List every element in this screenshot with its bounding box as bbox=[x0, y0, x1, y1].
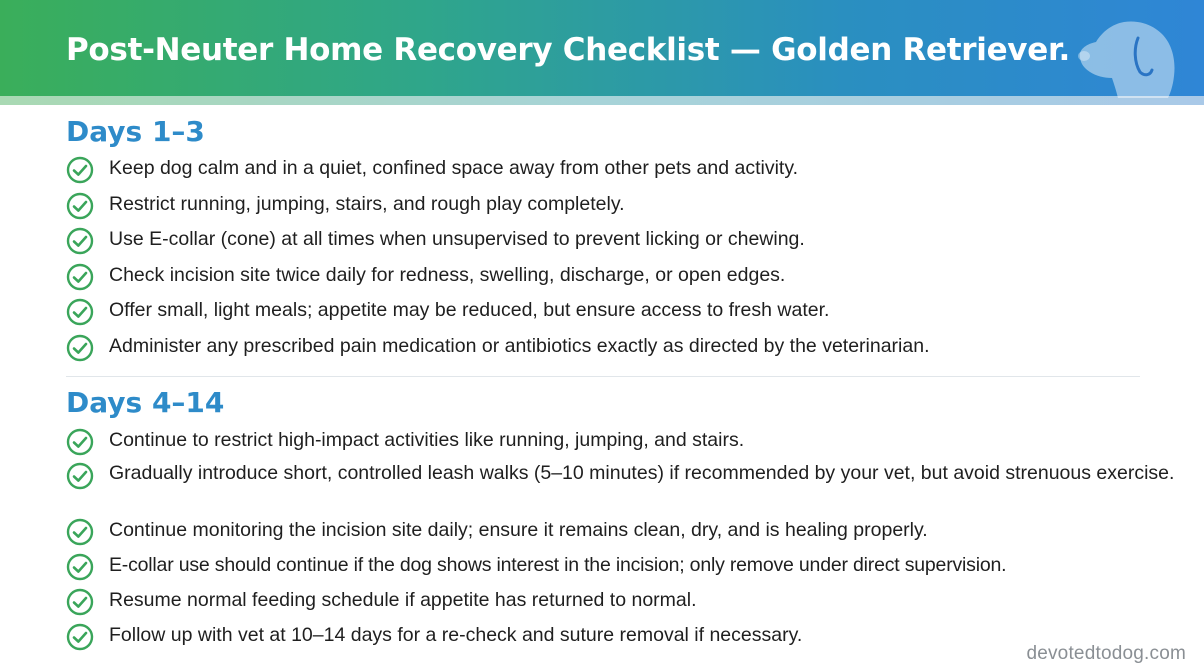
item-text: Continue to restrict high-impact activities like running, jumping, and stairs. bbox=[109, 429, 745, 451]
checklist-days-4-14 bbox=[66, 428, 1176, 658]
list-item bbox=[66, 428, 1176, 462]
check-circle-icon bbox=[66, 428, 94, 456]
check-circle-icon bbox=[66, 553, 94, 581]
item-text: Offer small, light meals; appetite may be reduced, but ensure access to fresh water. bbox=[109, 299, 830, 321]
item-text: Resume normal feeding schedule if appetite has returned to normal. bbox=[109, 589, 697, 611]
list-item bbox=[66, 518, 1176, 553]
item-text: Follow up with vet at 10–14 days for a re-check and suture removal if necessary. bbox=[109, 624, 803, 646]
check-circle-icon bbox=[66, 623, 94, 651]
item-text: E-collar use should continue if the dog shows interest in the incision; only remove under direct supervision. bbox=[109, 554, 1007, 576]
checklist-days-1-3 bbox=[66, 156, 1176, 369]
item-text: Restrict running, jumping, stairs, and rough play completely. bbox=[109, 192, 625, 215]
item-text: Use E-collar (cone) at all times when unsupervised to prevent licking or chewing. bbox=[109, 228, 805, 250]
list-item bbox=[66, 263, 1176, 299]
list-item bbox=[66, 588, 1176, 623]
header-strip bbox=[0, 96, 1204, 105]
check-circle-icon bbox=[66, 192, 94, 220]
item-text: Administer any prescribed pain medication or antibiotics exactly as directed by the veterinarian. bbox=[109, 334, 930, 357]
check-circle-icon bbox=[66, 518, 94, 546]
list-item bbox=[66, 192, 1176, 228]
list-item bbox=[66, 156, 1176, 192]
check-circle-icon bbox=[66, 227, 94, 255]
section-title-days-4-14: Days 4–14 bbox=[66, 386, 225, 419]
page-title: Post-Neuter Home Recovery Checklist — Golden Retriever. bbox=[66, 32, 1070, 68]
check-circle-icon bbox=[66, 334, 94, 362]
check-circle-icon bbox=[66, 462, 94, 490]
section-divider bbox=[66, 376, 1140, 377]
list-item bbox=[66, 462, 1176, 518]
section-title-days-1-3: Days 1–3 bbox=[66, 115, 205, 148]
site-url: devotedtodog.com bbox=[1026, 643, 1186, 664]
check-circle-icon bbox=[66, 156, 94, 184]
item-text: Check incision site twice daily for redness, swelling, discharge, or open edges. bbox=[109, 263, 786, 286]
list-item bbox=[66, 298, 1176, 334]
dog-head-icon bbox=[1072, 14, 1182, 98]
check-circle-icon bbox=[66, 298, 94, 326]
list-item bbox=[66, 623, 1176, 658]
item-text: Gradually introduce short, controlled leash walks (5–10 minutes) if recommended by your vet, but avoid strenuous exercise. bbox=[109, 462, 1175, 484]
item-text: Keep dog calm and in a quiet, confined space away from other pets and activity. bbox=[109, 157, 799, 179]
item-text: Continue monitoring the incision site daily; ensure it remains clean, dry, and is healing properly. bbox=[109, 519, 928, 541]
check-circle-icon bbox=[66, 263, 94, 291]
list-item bbox=[66, 553, 1176, 588]
list-item bbox=[66, 334, 1176, 370]
list-item bbox=[66, 227, 1176, 263]
check-circle-icon bbox=[66, 588, 94, 616]
